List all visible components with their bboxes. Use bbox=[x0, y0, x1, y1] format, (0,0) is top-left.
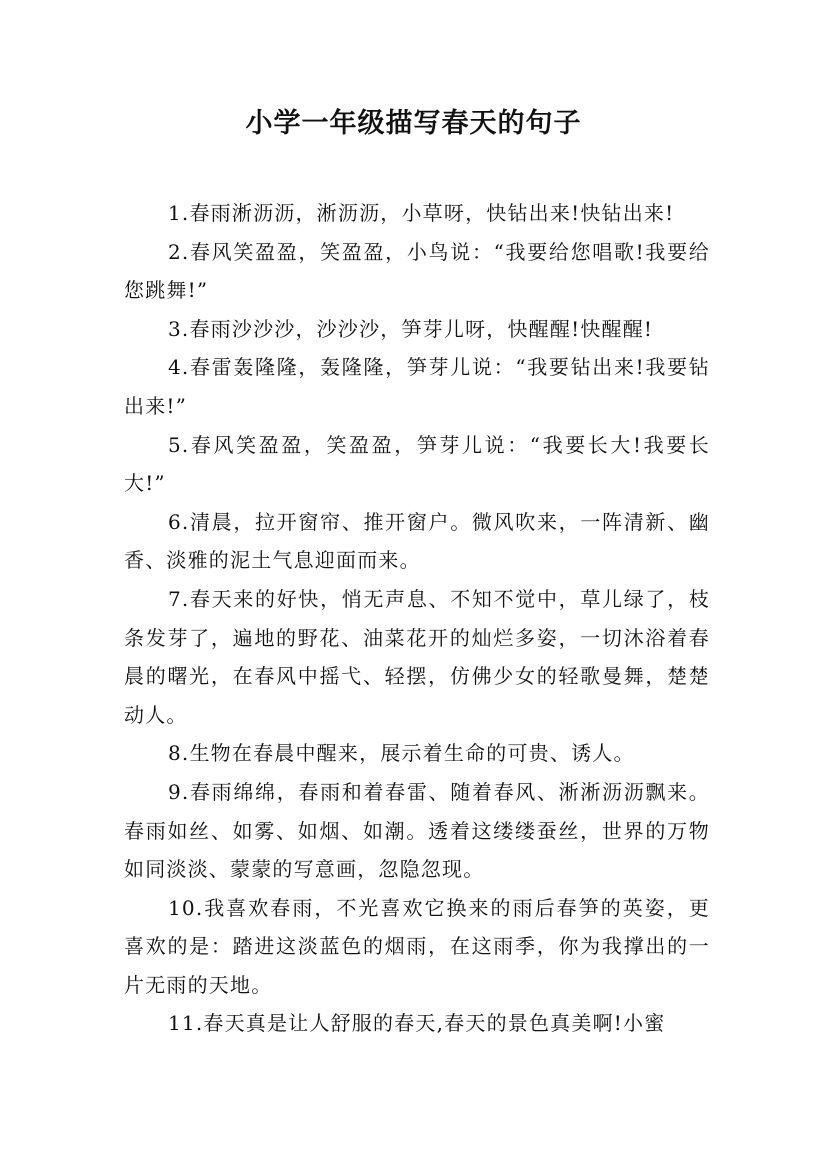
paragraph-2: 2.春风笑盈盈，笑盈盈，小鸟说：“我要给您唱歌!我要给您跳舞!” bbox=[124, 239, 710, 303]
paragraph-1: 1.春雨淅沥沥，淅沥沥，小草呀，快钻出来!快钻出来! bbox=[168, 201, 675, 225]
paragraph-6: 6.清晨，拉开窗帘、推开窗户。微风吹来，一阵清新、幽香、淡雅的泥土气息迎面而来。 bbox=[124, 509, 710, 573]
paragraph-3: 3.春雨沙沙沙，沙沙沙，笋芽儿呀，快醒醒!快醒醒! bbox=[168, 316, 654, 341]
paragraph-11: 11.春天真是让人舒服的春天,春天的景色真美啊!小蜜 bbox=[168, 1011, 666, 1036]
paragraph-5: 5.春风笑盈盈，笑盈盈，笋芽儿说：“我要长大!我要长大!” bbox=[124, 432, 710, 496]
document-body bbox=[124, 194, 710, 1043]
paragraph-7: 7.春天来的好快，悄无声息、不知不觉中，草儿绿了，枝条发芽了，遍地的野花、油菜花开的灿烂多姿，一切沐浴着春晨的曙光，在春风中摇弋、轻摆，仿佛少女的轻歌曼舞，楚楚动人。 bbox=[124, 586, 710, 727]
paragraph-8: 8.生物在春晨中醒来，展示着生命的可贵、诱人。 bbox=[168, 741, 635, 766]
document-title: 小学一年级描写春天的句子 bbox=[245, 108, 582, 139]
paragraph-9: 9.春雨绵绵，春雨和着春雷、随着春风、淅淅沥沥飘来。春雨如丝、如雾、如烟、如潮。透着这缕缕蚕丝，世界的万物如同淡淡、蒙蒙的写意画，忽隐忽现。 bbox=[124, 779, 710, 882]
paragraph-4: 4.春雷轰隆隆，轰隆隆，笋芽儿说：“我要钻出来!我要钻出来!” bbox=[124, 355, 710, 418]
paragraph-10: 10.我喜欢春雨，不光喜欢它换来的雨后春笋的英姿，更喜欢的是：踏进这淡蓝色的烟雨，在这雨季，你为我撑出的一片无雨的天地。 bbox=[124, 895, 710, 997]
